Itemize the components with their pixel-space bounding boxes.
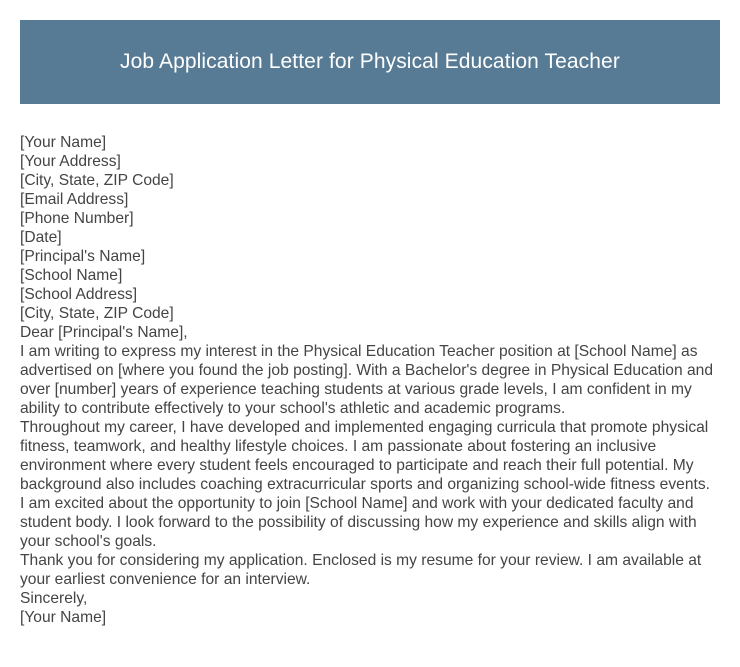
sender-phone: [Phone Number]	[20, 210, 134, 227]
recipient-address: [School Address]	[20, 286, 138, 303]
signature: [Your Name]	[20, 609, 107, 626]
paragraph-intro: I am writing to express my interest in the Physical Education Teacher position at [School Name] as advertised on [where you found the job posting]. With a Bachelor's degree in Physical Education and over [number] years of experience teaching students at various grade levels, I am confident in my ability to contribute effectively to your school's athletic and academic programs.	[20, 343, 713, 417]
recipient-city-state-zip: [City, State, ZIP Code]	[20, 305, 174, 322]
sender-email: [Email Address]	[20, 191, 129, 208]
letter-date: [Date]	[20, 229, 62, 246]
paragraph-experience: Throughout my career, I have developed and implemented engaging curricula that promote physical fitness, teamwork, and healthy lifestyle choices. I am passionate about fostering an inclusive environment where every student feels encouraged to participate and reach their full potential. My background also includes coaching extracurricular sports and organizing school-wide fitness events.	[20, 419, 710, 493]
page-header	[20, 20, 720, 104]
paragraph-thanks: Thank you for considering my application. Enclosed is my resume for your review. I am available at your earliest convenience for an interview.	[20, 552, 702, 588]
sender-city-state-zip: [City, State, ZIP Code]	[20, 172, 174, 189]
paragraph-interest: I am excited about the opportunity to join [School Name] and work with your dedicated faculty and student body. I look forward to the possibility of discussing how my experience and skills align with your school's goals.	[20, 495, 697, 550]
recipient-school: [School Name]	[20, 267, 123, 284]
salutation: Dear [Principal's Name],	[20, 324, 188, 341]
letter-body	[20, 133, 720, 627]
sender-name: [Your Name]	[20, 134, 107, 151]
page-title: Job Application Letter for Physical Education Teacher	[120, 50, 620, 73]
sender-address: [Your Address]	[20, 153, 121, 170]
recipient-name: [Principal's Name]	[20, 248, 146, 265]
closing: Sincerely,	[20, 590, 88, 607]
